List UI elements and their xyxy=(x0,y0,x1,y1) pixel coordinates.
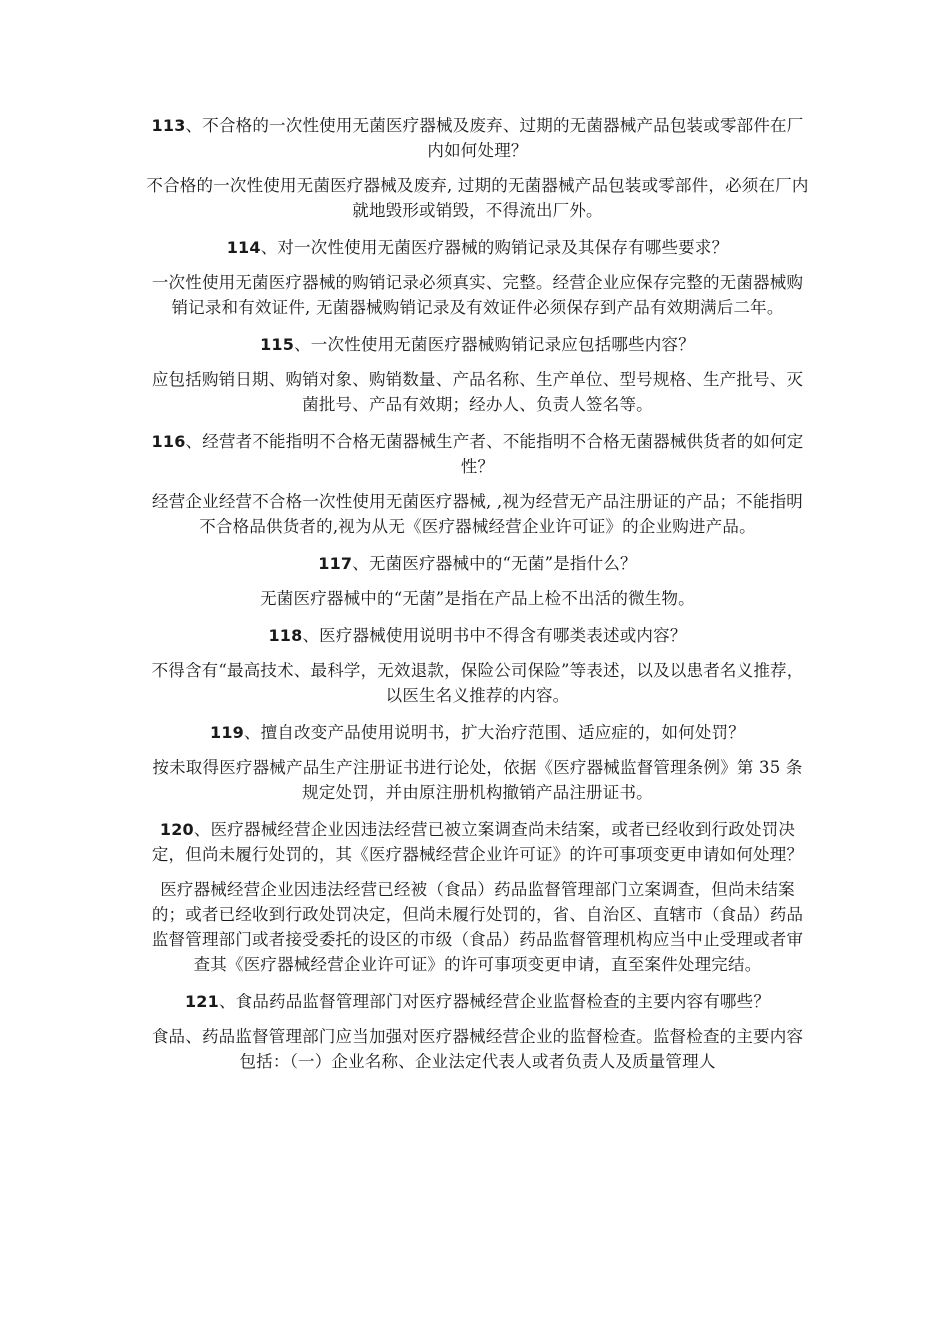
qa-item-119 xyxy=(145,720,810,805)
answer: 不得含有“最高技术、最科学，无效退款，保险公司保险”等表述，以及以患者名义推荐，以医生名义推荐的内容。 xyxy=(151,661,804,705)
answer: 按未取得医疗器械产品生产注册证书进行论处，依据《医疗器械监督管理条例》第 35 条规定处罚，并由原注册机构撤销产品注册证书。 xyxy=(152,758,803,802)
qa-item-116 xyxy=(145,429,810,539)
qa-item-121 xyxy=(145,989,810,1074)
question xyxy=(145,989,810,1014)
qa-item-114 xyxy=(145,235,810,320)
question xyxy=(145,817,810,867)
question xyxy=(145,551,810,576)
question xyxy=(145,235,810,260)
question-text: 、医疗器械使用说明书中不得含有哪类表述或内容？ xyxy=(302,626,687,645)
question-number: 115 xyxy=(260,335,295,354)
question xyxy=(145,113,810,163)
question xyxy=(145,429,810,479)
question-text: 、无菌医疗器械中的“无菌”是指什么？ xyxy=(352,554,637,573)
question-text: 、对一次性使用无菌医疗器械的购销记录及其保存有哪些要求？ xyxy=(260,238,729,257)
question-text: 、医疗器械经营企业因违法经营已被立案调查尚未结案，或者已经收到行政处罚决定，但尚未履行处罚的，其《医疗器械经营企业许可证》的许可事项变更申请如何处理？ xyxy=(151,820,804,864)
question xyxy=(145,332,810,357)
question-number: 117 xyxy=(318,554,353,573)
answer: 应包括购销日期、购销对象、购销数量、产品名称、生产单位、型号规格、生产批号、灭菌批号、产品有效期；经办人、负责人签名等。 xyxy=(151,370,804,414)
question-number: 116 xyxy=(151,432,186,451)
question-number: 121 xyxy=(184,992,219,1011)
question-text: 、经营者不能指明不合格无菌器械生产者、不能指明不合格无菌器械供货者的如何定性？ xyxy=(185,432,804,476)
question-number: 118 xyxy=(268,626,303,645)
answer: 一次性使用无菌医疗器械的购销记录必须真实、完整。经营企业应保存完整的无菌器械购销记录和有效证件, 无菌器械购销记录及有效证件必须保存到产品有效期满后二年。 xyxy=(151,273,804,317)
answer: 医疗器械经营企业因违法经营已经被（食品）药品监督管理部门立案调查，但尚未结案的；或者已经收到行政处罚决定，但尚未履行处罚的，省、自治区、直辖市（食品）药品监督管理部门或者接受委托的设区的市级（食品）药品监督管理机构应当中止受理或者审查其《医疗器械经营企业许可证》的许可事项变更申请，直至案件处理完结。 xyxy=(151,880,804,974)
question xyxy=(145,623,810,648)
answer: 食品、药品监督管理部门应当加强对医疗器械经营企业的监督检查。监督检查的主要内容包括：（一）企业名称、企业法定代表人或者负责人及质量管理人 xyxy=(151,1027,804,1071)
question-number: 113 xyxy=(151,116,186,135)
qa-item-113 xyxy=(145,113,810,223)
answer: 不合格的一次性使用无菌医疗器械及废弃, 过期的无菌器械产品包装或零部件，必须在厂内就地毁形或销毁，不得流出厂外。 xyxy=(146,176,809,220)
document-page xyxy=(145,113,810,1086)
question-text: 、食品药品监督管理部门对医疗器械经营企业监督检查的主要内容有哪些？ xyxy=(218,992,771,1011)
answer: 经营企业经营不合格一次性使用无菌医疗器械, ,视为经营无产品注册证的产品；不能指明不合格品供货者的,视为从无《医疗器械经营企业许可证》的企业购进产品。 xyxy=(152,492,803,536)
question xyxy=(145,720,810,745)
answer: 无菌医疗器械中的“无菌”是指在产品上检不出活的微生物。 xyxy=(260,589,695,608)
question-number: 119 xyxy=(210,723,244,742)
qa-item-115 xyxy=(145,332,810,417)
question-text: 、不合格的一次性使用无菌医疗器械及废弃、过期的无菌器械产品包装或零部件在厂内如何处理？ xyxy=(185,116,804,160)
question-number: 114 xyxy=(226,238,261,257)
question-text: 、一次性使用无菌医疗器械购销记录应包括哪些内容？ xyxy=(294,335,695,354)
qa-item-117 xyxy=(145,551,810,611)
question-text: 、擅自改变产品使用说明书，扩大治疗范围、适应症的，如何处罚？ xyxy=(244,723,745,742)
qa-item-120 xyxy=(145,817,810,977)
question-number: 120 xyxy=(159,820,194,839)
qa-item-118 xyxy=(145,623,810,708)
